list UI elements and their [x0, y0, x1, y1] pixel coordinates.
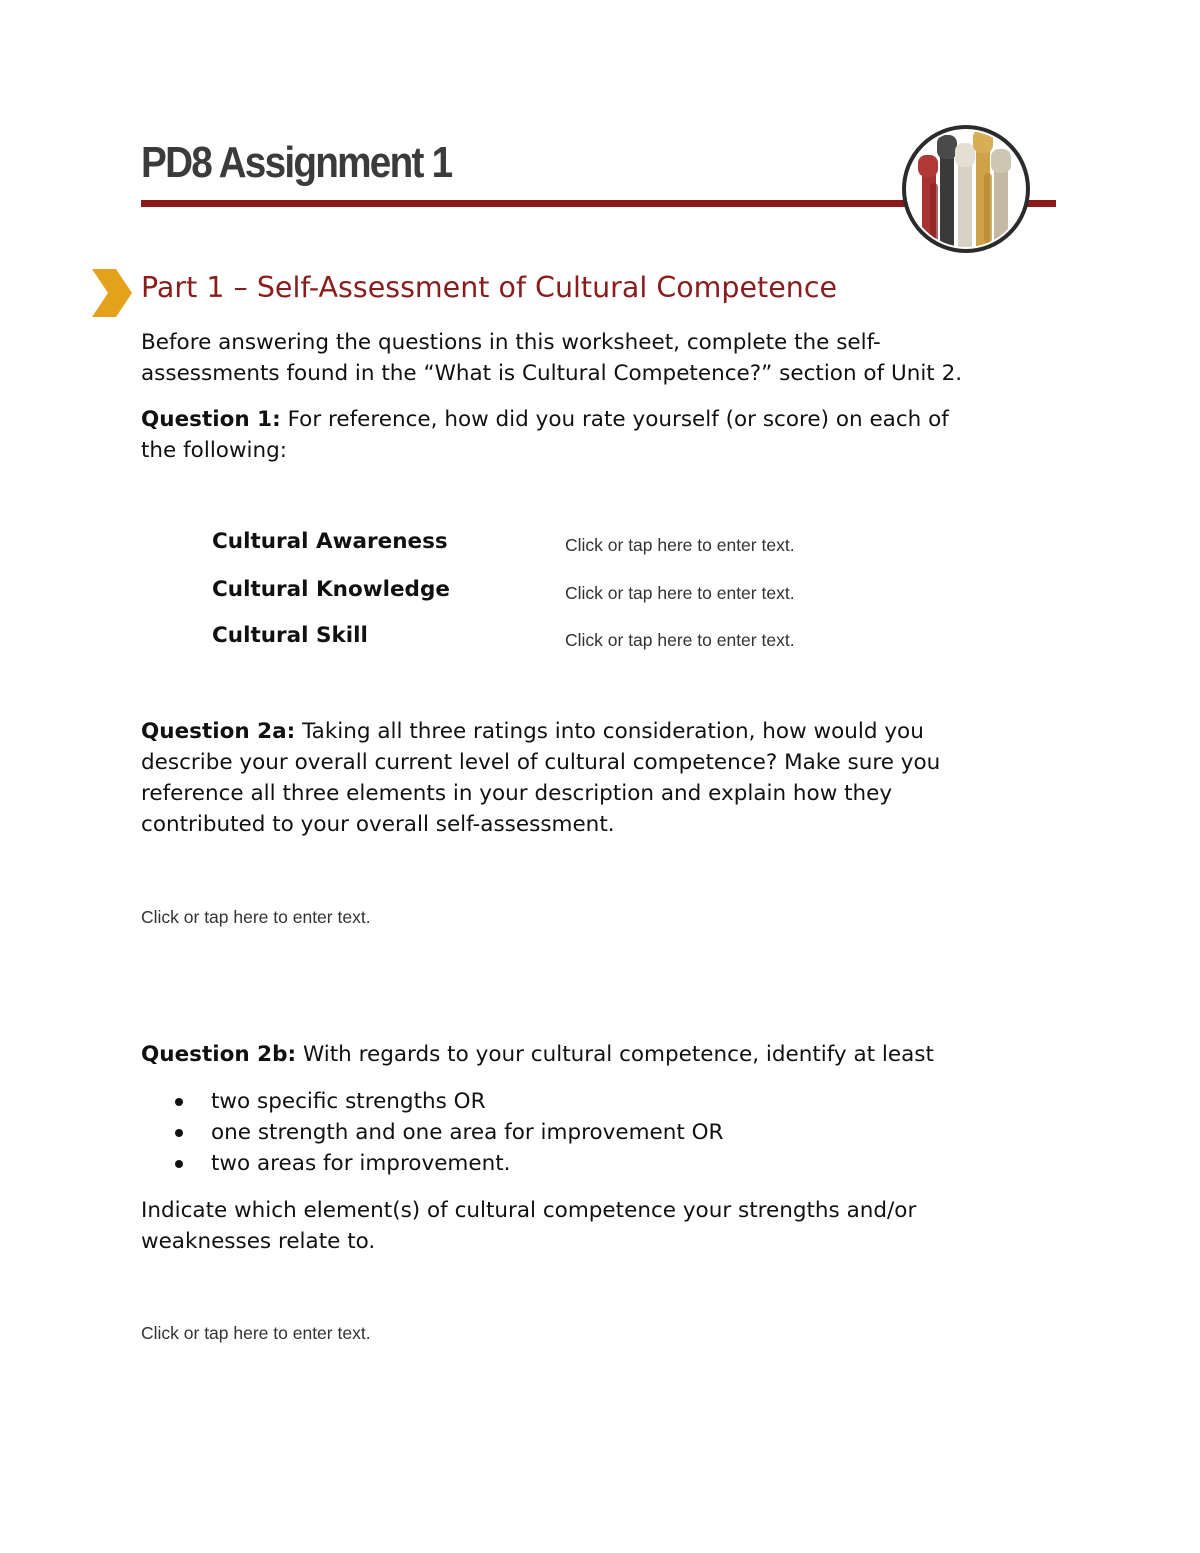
question-1 [141, 404, 1061, 435]
question-1-line-2: the following: [141, 438, 288, 463]
question-2b-text: With regards to your cultural competence, identify at least [296, 1042, 934, 1067]
question-2b-label: Question 2b: [141, 1042, 297, 1067]
list-item: one strength and one area for improvement OR [170, 1117, 724, 1148]
list-item: two specific strengths OR [170, 1086, 724, 1117]
question-2a-text: Taking all three ratings into consideration, how would you [295, 719, 924, 744]
question-2a-line-2: describe your overall current level of cultural competence? Make sure you [141, 750, 941, 775]
indicate-line-1: Indicate which element(s) of cultural competence your strengths and/or [141, 1198, 917, 1223]
intro-line-2: assessments found in the “What is Cultural Competence?” section of Unit 2. [141, 361, 963, 386]
bullet-list [170, 1086, 724, 1179]
question-1-label: Question 1: [141, 407, 281, 432]
rating-field-awareness[interactable]: Click or tap here to enter text. [565, 535, 795, 555]
list-item: two areas for improvement. [170, 1148, 724, 1179]
bullet-icon [175, 1129, 183, 1137]
bullet-icon [175, 1098, 183, 1106]
rating-field-skill[interactable]: Click or tap here to enter text. [565, 630, 795, 650]
question-2a-label: Question 2a: [141, 719, 296, 744]
question-2b [141, 1039, 1061, 1070]
rating-label-awareness: Cultural Awareness [212, 529, 448, 554]
answer-field-2b[interactable]: Click or tap here to enter text. [141, 1323, 371, 1343]
question-2a-line-3: reference all three elements in your description and explain how they [141, 781, 893, 806]
part-heading: Part 1 – Self-Assessment of Cultural Competence [141, 271, 838, 304]
rating-label-skill: Cultural Skill [212, 623, 368, 648]
question-2a-line-4: contributed to your overall self-assessment. [141, 812, 615, 837]
intro-line-1: Before answering the questions in this worksheet, complete the self- [141, 330, 881, 355]
answer-field-2a[interactable]: Click or tap here to enter text. [141, 907, 371, 927]
document-title: PD8 Assignment 1 [141, 138, 452, 187]
rating-field-knowledge[interactable]: Click or tap here to enter text. [565, 583, 795, 603]
hands-raised-logo-icon [900, 123, 1032, 255]
rating-label-knowledge: Cultural Knowledge [212, 577, 450, 602]
indicate-line-2: weaknesses relate to. [141, 1229, 376, 1254]
question-1-text: For reference, how did you rate yourself (or score) on each of [280, 407, 949, 432]
chevron-right-icon [90, 267, 134, 319]
bullet-icon [175, 1160, 183, 1168]
question-2a [141, 716, 1061, 747]
